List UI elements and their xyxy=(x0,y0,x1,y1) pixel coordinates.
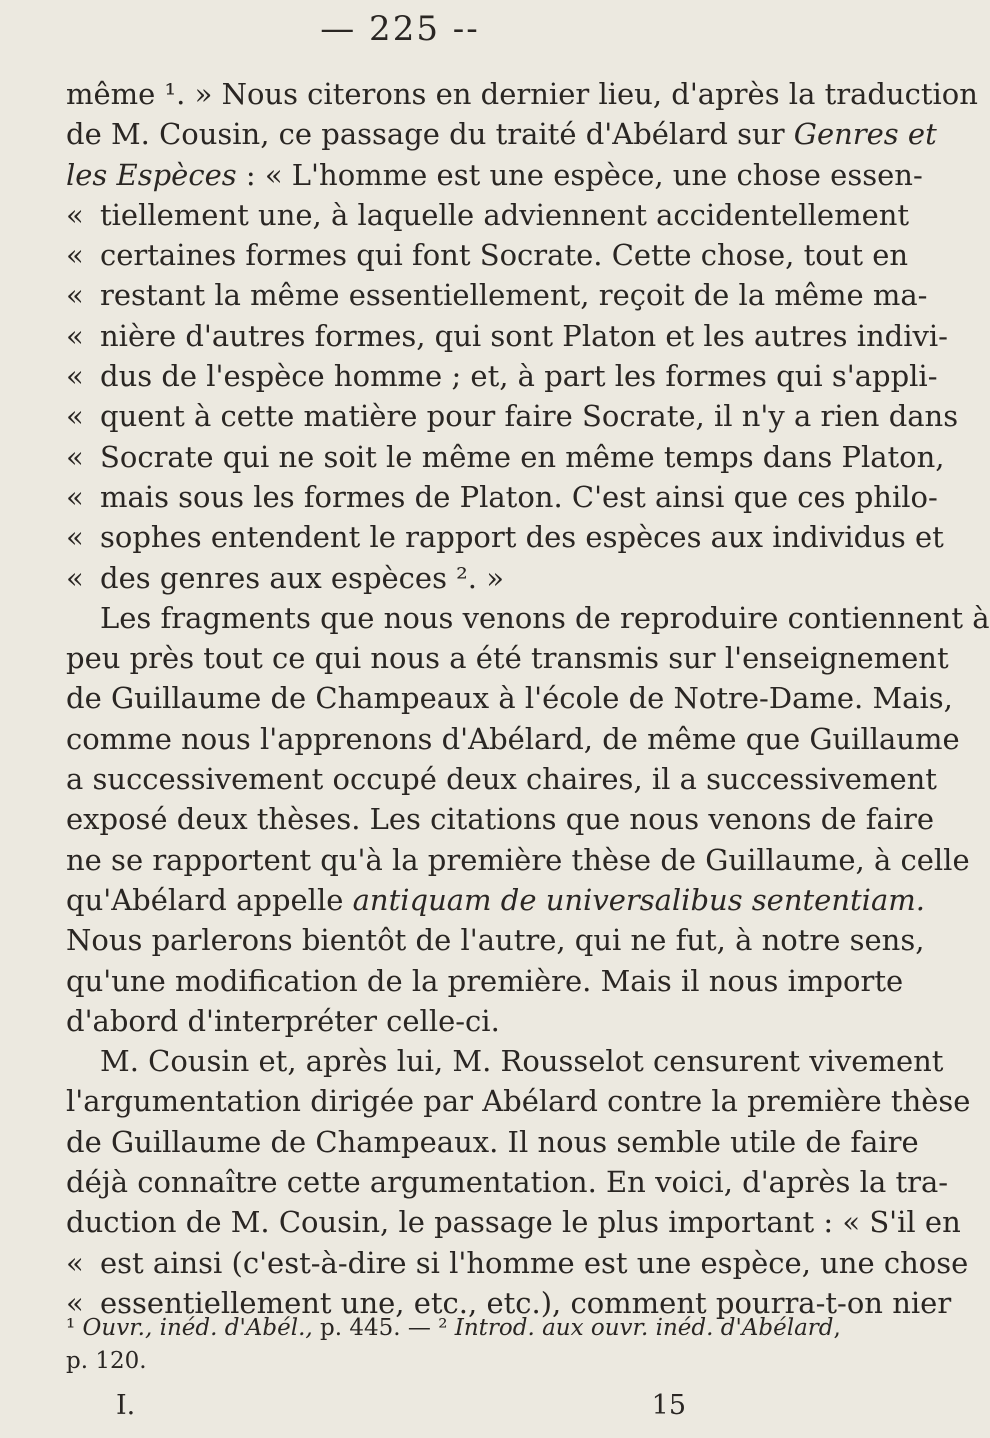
quote-mark: « xyxy=(66,359,84,394)
quoted-line: « nière d'autres formes, qui sont Platon et les autres indivi- xyxy=(66,316,796,356)
quote-mark: « xyxy=(66,1245,84,1280)
quoted-line: « quent à cette matière pour faire Socrate, il n'y a rien dans xyxy=(66,396,796,436)
quoted-line: « restant la même essentiellement, reçoit de la même ma- xyxy=(66,275,796,315)
signature-number: 15 xyxy=(651,1390,686,1421)
quote-mark: « xyxy=(66,560,84,595)
quote-mark: « xyxy=(66,278,84,313)
quoted-line: « des genres aux espèces ². » xyxy=(66,558,796,598)
quoted-line: « tiellement une, à laquelle adviennent accidentellement xyxy=(66,195,796,235)
footnote-continuation: p. 120. xyxy=(66,1348,147,1374)
text-line: exposé deux thèses. Les citations que nous venons de faire xyxy=(66,802,935,837)
text-line: les Espèces : « L'homme est une espèce, une chose essen- xyxy=(66,157,923,192)
paragraph-start: M. Cousin et, après lui, M. Rousselot censurent vivement xyxy=(100,1044,944,1079)
quoted-line: « est ainsi (c'est-à-dire si l'homme est une espèce, une chose xyxy=(66,1243,796,1283)
text-line: peu près tout ce qui nous a été transmis sur l'enseignement xyxy=(66,641,949,676)
quoted-line: « certaines formes qui font Socrate. Cette chose, tout en xyxy=(66,235,796,275)
quoted-line: « essentiellement une, etc., etc.), comment pourra-t-on nier xyxy=(66,1283,796,1323)
quote-mark: « xyxy=(66,318,84,353)
text-line: a successivement occupé deux chaires, il a successivement xyxy=(66,762,937,797)
quote-mark: « xyxy=(66,1285,84,1320)
text-line: qu'une modification de la première. Mais il nous importe xyxy=(66,963,904,998)
quote-mark: « xyxy=(66,238,84,273)
italic-title: Espèces xyxy=(116,157,237,192)
page-header: — 225 -- xyxy=(320,9,480,49)
text-line: Nous parlerons bientôt de l'autre, qui ne fut, à notre sens, xyxy=(66,923,925,958)
quote-mark: « xyxy=(66,439,84,474)
quote-mark: « xyxy=(66,520,84,555)
text-line: ne se rapportent qu'à la première thèse de Guillaume, à celle xyxy=(66,842,970,877)
quote-mark: « xyxy=(66,399,84,434)
italic-title: Genres xyxy=(793,117,899,152)
text-line: l'argumentation dirigée par Abélard contre la première thèse xyxy=(66,1084,971,1119)
text-line: d'abord d'interpréter celle-ci. xyxy=(66,1003,500,1038)
paragraph-start: Les fragments que nous venons de reproduire contiennent à xyxy=(100,600,990,635)
printer-signature xyxy=(116,1390,686,1421)
quote-mark: « xyxy=(66,479,84,514)
body-text xyxy=(66,74,990,1323)
text-line: qu'Abélard appelle antiquam de universalibus sententiam. xyxy=(66,882,925,917)
quoted-line: « mais sous les formes de Platon. C'est ainsi que ces philo- xyxy=(66,477,796,517)
text-line: même ¹. » Nous citerons en dernier lieu, d'après la traduction xyxy=(66,77,978,111)
signature-mark: I. xyxy=(116,1390,136,1421)
text-line: de Guillaume de Champeaux. Il nous semble utile de faire xyxy=(66,1124,919,1159)
text-line: comme nous l'apprenons d'Abélard, de même que Guillaume xyxy=(66,721,960,756)
quoted-line: « sophes entendent le rapport des espèces aux individus et xyxy=(66,517,796,557)
footnotes xyxy=(66,1312,841,1378)
quoted-line: « dus de l'espèce homme ; et, à part les formes qui s'appli- xyxy=(66,356,796,396)
footnote: ¹ Ouvr., inéd. d'Abél., p. 445. — ² Introd. aux ouvr. inéd. d'Abélard, xyxy=(66,1315,841,1341)
latin-phrase: antiquam de universalibus sententiam. xyxy=(352,882,925,917)
text-line: déjà connaître cette argumentation. En voici, d'après la tra- xyxy=(66,1165,949,1200)
text-line: de Guillaume de Champeaux à l'école de Notre-Dame. Mais, xyxy=(66,681,953,716)
text-line: duction de M. Cousin, le passage le plus important : « S'il en xyxy=(66,1205,961,1240)
quoted-line: « Socrate qui ne soit le même en même temps dans Platon, xyxy=(66,437,796,477)
text-line: de M. Cousin, ce passage du traité d'Abélard sur Genres et xyxy=(66,117,937,152)
quote-mark: « xyxy=(66,197,84,232)
